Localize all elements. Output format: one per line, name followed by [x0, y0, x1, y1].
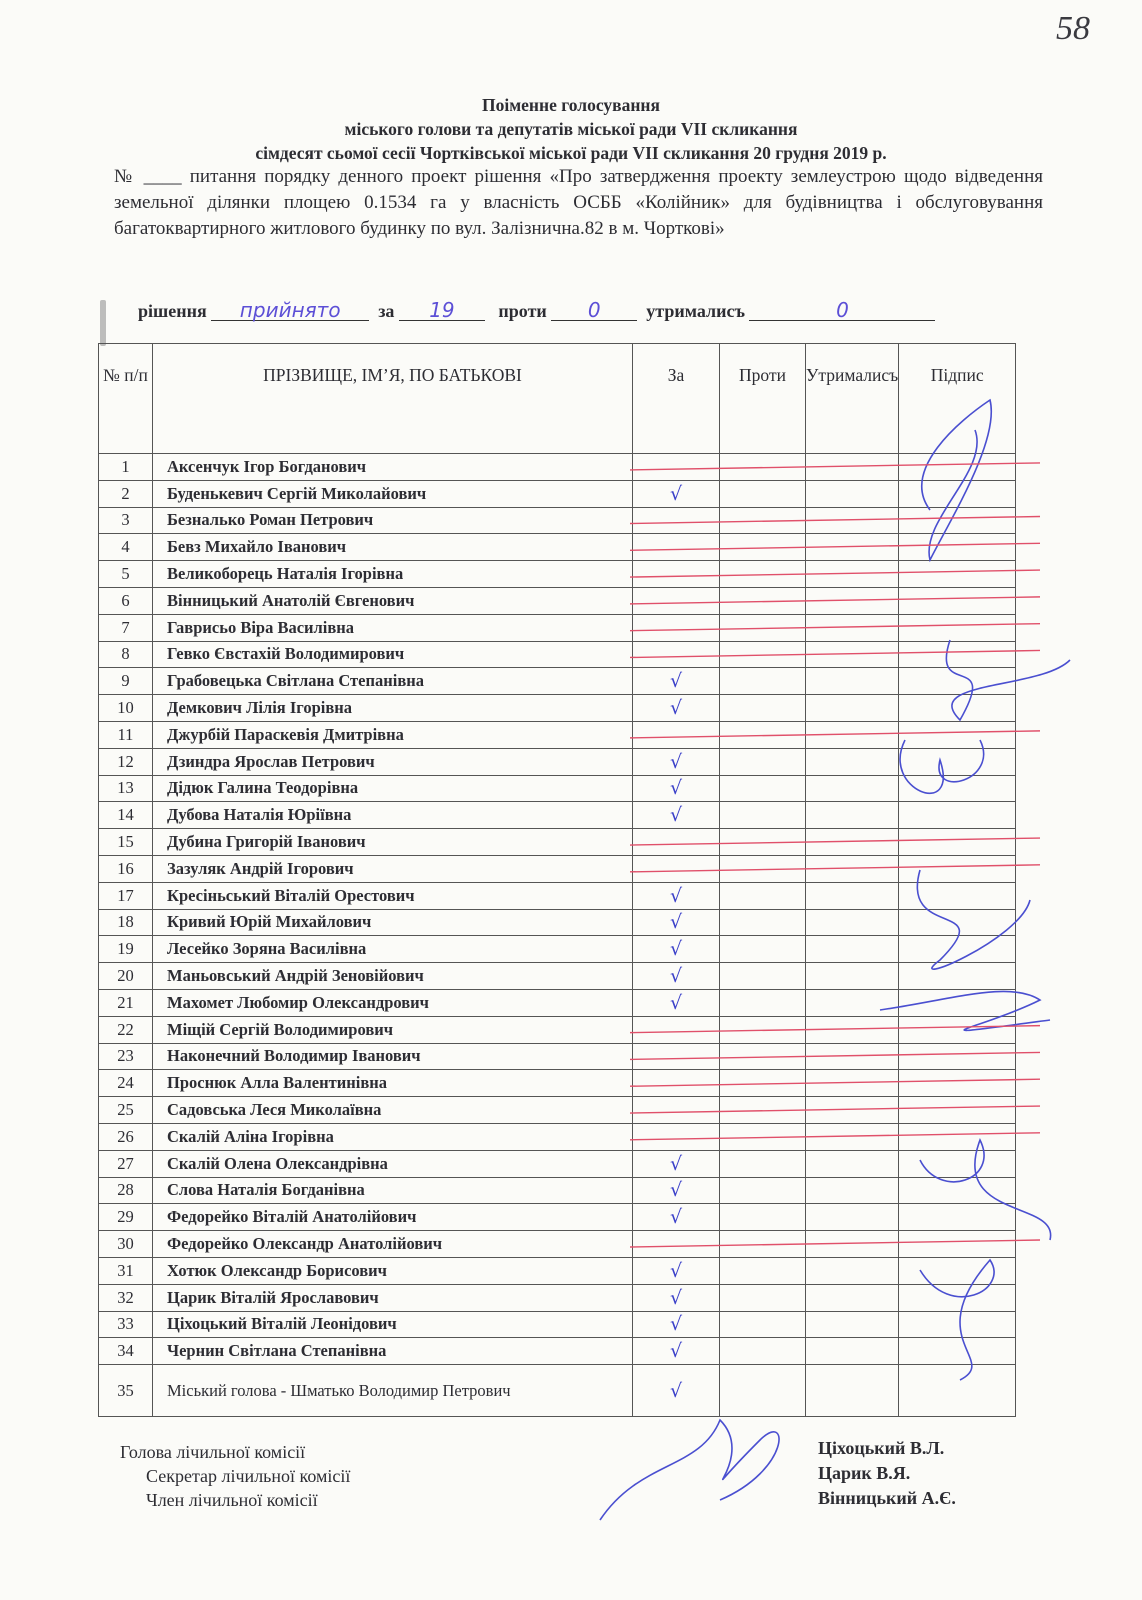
vote-for-cell: √ — [633, 1257, 720, 1284]
row-number: 26 — [99, 1123, 153, 1150]
row-number: 33 — [99, 1311, 153, 1338]
signature-cell — [899, 1231, 1016, 1258]
decision-value: прийнято — [211, 300, 369, 321]
row-number: 23 — [99, 1043, 153, 1070]
vote-for-cell: √ — [633, 989, 720, 1016]
vote-for-cell — [633, 614, 720, 641]
vote-abstained-cell — [806, 882, 899, 909]
vote-for-cell — [633, 721, 720, 748]
for-label: за — [378, 301, 395, 321]
against-count: 0 — [551, 300, 637, 321]
signature-cell — [899, 1123, 1016, 1150]
vote-against-cell — [720, 829, 806, 856]
row-number: 14 — [99, 802, 153, 829]
vote-abstained-cell — [806, 534, 899, 561]
table-row — [99, 1365, 1016, 1417]
row-number: 2 — [99, 480, 153, 507]
signature-cell — [899, 1043, 1016, 1070]
table-row — [99, 1150, 1016, 1177]
member-label: Член лічильної комісії — [146, 1490, 318, 1510]
vote-abstained-cell — [806, 1177, 899, 1204]
deputy-name: Садовська Леся Миколаївна — [153, 1097, 633, 1124]
deputy-name: Наконечний Володимир Іванович — [153, 1043, 633, 1070]
signature-cell — [899, 1070, 1016, 1097]
row-number: 6 — [99, 587, 153, 614]
row-number: 3 — [99, 507, 153, 534]
vote-against-cell — [720, 1016, 806, 1043]
commission-names — [818, 1436, 956, 1511]
vote-abstained-cell — [806, 1043, 899, 1070]
vote-abstained-cell — [806, 1365, 899, 1417]
abstained-count: 0 — [749, 300, 935, 321]
row-number: 16 — [99, 855, 153, 882]
vote-abstained-cell — [806, 909, 899, 936]
signature-cell — [899, 1365, 1016, 1417]
row-number: 21 — [99, 989, 153, 1016]
row-number: 10 — [99, 695, 153, 722]
vote-for-cell: √ — [633, 802, 720, 829]
deputy-name: Буденькевич Сергій Миколайович — [153, 480, 633, 507]
vote-for-cell — [633, 587, 720, 614]
deputy-name: Слова Наталія Богданівна — [153, 1177, 633, 1204]
deputy-name: Дубина Григорій Іванович — [153, 829, 633, 856]
vote-against-cell — [720, 534, 806, 561]
vote-against-cell — [720, 1097, 806, 1124]
table-row — [99, 534, 1016, 561]
vote-against-cell — [720, 480, 806, 507]
table-row — [99, 507, 1016, 534]
row-number: 15 — [99, 829, 153, 856]
vote-abstained-cell — [806, 936, 899, 963]
row-number: 5 — [99, 561, 153, 588]
vote-abstained-cell — [806, 1311, 899, 1338]
vote-abstained-cell — [806, 802, 899, 829]
vote-against-cell — [720, 1204, 806, 1231]
for-count: 19 — [399, 300, 485, 321]
table-row — [99, 668, 1016, 695]
vote-against-cell — [720, 1338, 806, 1365]
header-num: № п/п — [99, 344, 153, 454]
against-label: проти — [498, 301, 547, 321]
table-row — [99, 936, 1016, 963]
vote-against-cell — [720, 1177, 806, 1204]
vote-abstained-cell — [806, 963, 899, 990]
signature-cell — [899, 561, 1016, 588]
signature-cell — [899, 454, 1016, 481]
vote-for-cell: √ — [633, 748, 720, 775]
vote-against-cell — [720, 1311, 806, 1338]
vote-abstained-cell — [806, 614, 899, 641]
vote-for-cell: √ — [633, 1204, 720, 1231]
deputy-name: Демкович Лілія Ігорівна — [153, 695, 633, 722]
deputy-name: Дубова Наталія Юріївна — [153, 802, 633, 829]
deputy-name: Дідюк Галина Теодорівна — [153, 775, 633, 802]
table-row — [99, 1257, 1016, 1284]
row-number: 22 — [99, 1016, 153, 1043]
table-row — [99, 587, 1016, 614]
deputy-name: Федорейко Олександр Анатолійович — [153, 1231, 633, 1258]
signature-cell — [899, 748, 1016, 775]
table-row — [99, 614, 1016, 641]
vote-for-cell — [633, 1070, 720, 1097]
row-number: 25 — [99, 1097, 153, 1124]
table-row — [99, 561, 1016, 588]
vote-against-cell — [720, 1070, 806, 1097]
vote-against-cell — [720, 614, 806, 641]
table-row — [99, 1097, 1016, 1124]
signature-cell — [899, 1150, 1016, 1177]
row-number: 31 — [99, 1257, 153, 1284]
row-number: 19 — [99, 936, 153, 963]
vote-abstained-cell — [806, 1338, 899, 1365]
vote-abstained-cell — [806, 855, 899, 882]
vote-for-cell — [633, 829, 720, 856]
vote-against-cell — [720, 1257, 806, 1284]
vote-against-cell — [720, 963, 806, 990]
member-name: Вінницький А.Є. — [818, 1488, 956, 1508]
deputy-name: Міщій Сергій Володимирович — [153, 1016, 633, 1043]
vote-against-cell — [720, 454, 806, 481]
signature-cell — [899, 641, 1016, 668]
signature-cell — [899, 855, 1016, 882]
row-number: 32 — [99, 1284, 153, 1311]
vote-against-cell — [720, 641, 806, 668]
table-row — [99, 1177, 1016, 1204]
row-number: 28 — [99, 1177, 153, 1204]
table-row — [99, 855, 1016, 882]
row-number: 7 — [99, 614, 153, 641]
vote-for-cell: √ — [633, 936, 720, 963]
signature-cell — [899, 1097, 1016, 1124]
row-number: 27 — [99, 1150, 153, 1177]
vote-against-cell — [720, 936, 806, 963]
deputy-name: Царик Віталій Ярославович — [153, 1284, 633, 1311]
deputy-name: Кривий Юрій Михайлович — [153, 909, 633, 936]
deputy-name: Махомет Любомир Олександрович — [153, 989, 633, 1016]
vote-against-cell — [720, 721, 806, 748]
deputy-name: Аксенчук Ігор Богданович — [153, 454, 633, 481]
deputy-name: Грабовецька Світлана Степанівна — [153, 668, 633, 695]
row-number: 8 — [99, 641, 153, 668]
header-for: За — [633, 344, 720, 454]
document-title: Поіменне голосування — [482, 95, 660, 115]
vote-abstained-cell — [806, 695, 899, 722]
vote-for-cell — [633, 1016, 720, 1043]
deputy-name: Джурбій Параскевія Дмитрівна — [153, 721, 633, 748]
vote-abstained-cell — [806, 668, 899, 695]
table-row — [99, 909, 1016, 936]
row-number: 4 — [99, 534, 153, 561]
vote-for-cell — [633, 855, 720, 882]
vote-for-cell — [633, 641, 720, 668]
vote-abstained-cell — [806, 1231, 899, 1258]
table-row — [99, 748, 1016, 775]
deputy-name: Вінницький Анатолій Євгенович — [153, 587, 633, 614]
signature-cell — [899, 614, 1016, 641]
header-signature: Підпис — [899, 344, 1016, 454]
vote-for-cell — [633, 1043, 720, 1070]
table-row — [99, 882, 1016, 909]
vote-for-cell — [633, 561, 720, 588]
row-number: 20 — [99, 963, 153, 990]
deputy-name: Гаврисьо Віра Василівна — [153, 614, 633, 641]
commission-labels — [120, 1440, 350, 1512]
vote-abstained-cell — [806, 989, 899, 1016]
vote-for-cell: √ — [633, 1284, 720, 1311]
vote-against-cell — [720, 695, 806, 722]
vote-for-cell: √ — [633, 775, 720, 802]
table-row — [99, 1311, 1016, 1338]
vote-for-cell — [633, 1231, 720, 1258]
chair-name: Ціхоцький В.Л. — [818, 1438, 945, 1458]
vote-against-cell — [720, 775, 806, 802]
signature-cell — [899, 695, 1016, 722]
vote-against-cell — [720, 802, 806, 829]
table-row — [99, 695, 1016, 722]
table-row — [99, 1070, 1016, 1097]
row-number: 11 — [99, 721, 153, 748]
vote-abstained-cell — [806, 1150, 899, 1177]
deputy-name: Хотюк Олександр Борисович — [153, 1257, 633, 1284]
decision-label: рішення — [138, 301, 207, 321]
vote-abstained-cell — [806, 748, 899, 775]
vote-abstained-cell — [806, 1284, 899, 1311]
vote-for-cell: √ — [633, 882, 720, 909]
vote-abstained-cell — [806, 1204, 899, 1231]
deputy-name: Гевко Євстахій Володимирович — [153, 641, 633, 668]
deputy-name: Бевз Михайло Іванович — [153, 534, 633, 561]
table-row — [99, 1284, 1016, 1311]
table-row — [99, 1016, 1016, 1043]
vote-abstained-cell — [806, 1070, 899, 1097]
vote-against-cell — [720, 1365, 806, 1417]
signature-cell — [899, 909, 1016, 936]
vote-for-cell: √ — [633, 1150, 720, 1177]
vote-against-cell — [720, 668, 806, 695]
vote-against-cell — [720, 909, 806, 936]
vote-against-cell — [720, 989, 806, 1016]
vote-against-cell — [720, 561, 806, 588]
table-row — [99, 963, 1016, 990]
table-row — [99, 989, 1016, 1016]
vote-abstained-cell — [806, 775, 899, 802]
vote-abstained-cell — [806, 721, 899, 748]
signature-cell — [899, 480, 1016, 507]
signature-cell — [899, 507, 1016, 534]
table-row — [99, 454, 1016, 481]
signature-cell — [899, 936, 1016, 963]
deputy-name: Великоборець Наталія Ігорівна — [153, 561, 633, 588]
deputy-name: Чернин Світлана Степанівна — [153, 1338, 633, 1365]
signature-cell — [899, 775, 1016, 802]
vote-against-cell — [720, 1284, 806, 1311]
signature-cell — [899, 1311, 1016, 1338]
deputy-name: Безналько Роман Петрович — [153, 507, 633, 534]
row-number: 24 — [99, 1070, 153, 1097]
signature-cell — [899, 882, 1016, 909]
table-row — [99, 1338, 1016, 1365]
signature-cell — [899, 1177, 1016, 1204]
vote-against-cell — [720, 1043, 806, 1070]
vote-for-cell: √ — [633, 668, 720, 695]
deputy-name: Зазуляк Андрій Ігорович — [153, 855, 633, 882]
vote-abstained-cell — [806, 507, 899, 534]
vote-against-cell — [720, 1231, 806, 1258]
vote-for-cell: √ — [633, 1311, 720, 1338]
row-number: 34 — [99, 1338, 153, 1365]
deputy-name: Ціхоцький Віталій Леонідович — [153, 1311, 633, 1338]
row-number: 29 — [99, 1204, 153, 1231]
table-row — [99, 721, 1016, 748]
vote-against-cell — [720, 1150, 806, 1177]
signature-cell — [899, 963, 1016, 990]
row-number: 17 — [99, 882, 153, 909]
signature-8 — [600, 1420, 779, 1520]
vote-for-cell: √ — [633, 480, 720, 507]
signature-cell — [899, 534, 1016, 561]
document-subtitle: міського голови та депутатів міської ради VII скликання — [344, 119, 798, 139]
table-row — [99, 829, 1016, 856]
vote-against-cell — [720, 748, 806, 775]
deputy-name: Скалій Олена Олександрівна — [153, 1150, 633, 1177]
vote-against-cell — [720, 507, 806, 534]
vote-abstained-cell — [806, 829, 899, 856]
vote-for-cell: √ — [633, 695, 720, 722]
table-body — [99, 454, 1016, 1417]
signature-cell — [899, 668, 1016, 695]
vote-abstained-cell — [806, 641, 899, 668]
vote-for-cell: √ — [633, 1365, 720, 1417]
header-against: Проти — [720, 344, 806, 454]
header-name: ПРІЗВИЩЕ, ІМ’Я, ПО БАТЬКОВІ — [153, 344, 633, 454]
secretary-label: Секретар лічильної комісії — [146, 1466, 351, 1486]
deputy-name: Дзиндра Ярослав Петрович — [153, 748, 633, 775]
signature-cell — [899, 1257, 1016, 1284]
row-number: 13 — [99, 775, 153, 802]
row-number: 1 — [99, 454, 153, 481]
vote-for-cell — [633, 1123, 720, 1150]
roll-call-table — [98, 343, 1016, 1417]
signature-cell — [899, 587, 1016, 614]
vote-for-cell: √ — [633, 1338, 720, 1365]
vote-abstained-cell — [806, 561, 899, 588]
table-row — [99, 1123, 1016, 1150]
vote-for-cell — [633, 1097, 720, 1124]
vote-abstained-cell — [806, 454, 899, 481]
deputy-name: Скалій Аліна Ігорівна — [153, 1123, 633, 1150]
row-number: 35 — [99, 1365, 153, 1417]
deputy-name: Маньовський Андрій Зеновійович — [153, 963, 633, 990]
signature-cell — [899, 1284, 1016, 1311]
staple-mark — [100, 300, 106, 346]
vote-abstained-cell — [806, 1097, 899, 1124]
signature-cell — [899, 1338, 1016, 1365]
vote-abstained-cell — [806, 1257, 899, 1284]
decision-summary — [138, 300, 935, 322]
vote-for-cell — [633, 454, 720, 481]
session-line: сімдесят сьомої сесії Чортківської міської ради VII скликання 20 грудня 2019 р. — [255, 143, 887, 163]
page-number: 58 — [1056, 10, 1090, 47]
deputy-name: Проснюк Алла Валентинівна — [153, 1070, 633, 1097]
table-row — [99, 1204, 1016, 1231]
row-number: 18 — [99, 909, 153, 936]
row-number: 9 — [99, 668, 153, 695]
table-row — [99, 1043, 1016, 1070]
signature-cell — [899, 829, 1016, 856]
abstained-label: утрималисъ — [646, 301, 745, 321]
vote-abstained-cell — [806, 587, 899, 614]
signature-cell — [899, 802, 1016, 829]
vote-abstained-cell — [806, 1016, 899, 1043]
secretary-name: Царик В.Я. — [818, 1463, 911, 1483]
table-row — [99, 480, 1016, 507]
vote-for-cell: √ — [633, 909, 720, 936]
table-row — [99, 1231, 1016, 1258]
vote-against-cell — [720, 882, 806, 909]
table-row — [99, 641, 1016, 668]
vote-for-cell: √ — [633, 963, 720, 990]
vote-against-cell — [720, 587, 806, 614]
table-row — [99, 802, 1016, 829]
row-number: 12 — [99, 748, 153, 775]
vote-abstained-cell — [806, 1123, 899, 1150]
vote-against-cell — [720, 855, 806, 882]
vote-for-cell — [633, 507, 720, 534]
row-number: 30 — [99, 1231, 153, 1258]
deputy-name: Кресіньський Віталій Орестович — [153, 882, 633, 909]
signature-cell — [899, 721, 1016, 748]
signature-cell — [899, 1204, 1016, 1231]
deputy-name: Міський голова - Шматько Володимир Петрович — [153, 1365, 633, 1417]
signature-cell — [899, 989, 1016, 1016]
vote-against-cell — [720, 1123, 806, 1150]
vote-abstained-cell — [806, 480, 899, 507]
agenda-item-text: № ____ питання порядку денного проект рішення «Про затвердження проекту землеустрою щодо відведення земельної ділянки площею 0.1534 га у власність ОСББ «Колійник» для будівництва і обслуговування багатоквартирного житлового будинку по вул. Залізнична.82 в м. Чорткові» — [114, 166, 1043, 239]
deputy-name: Федорейко Віталій Анатолійович — [153, 1204, 633, 1231]
header-abstained: Утрималисъ — [806, 344, 899, 454]
deputy-name: Лесейко Зоряна Василівна — [153, 936, 633, 963]
table-row — [99, 775, 1016, 802]
chair-label: Голова лічильної комісії — [120, 1442, 306, 1462]
signature-cell — [899, 1016, 1016, 1043]
vote-for-cell — [633, 534, 720, 561]
vote-for-cell: √ — [633, 1177, 720, 1204]
